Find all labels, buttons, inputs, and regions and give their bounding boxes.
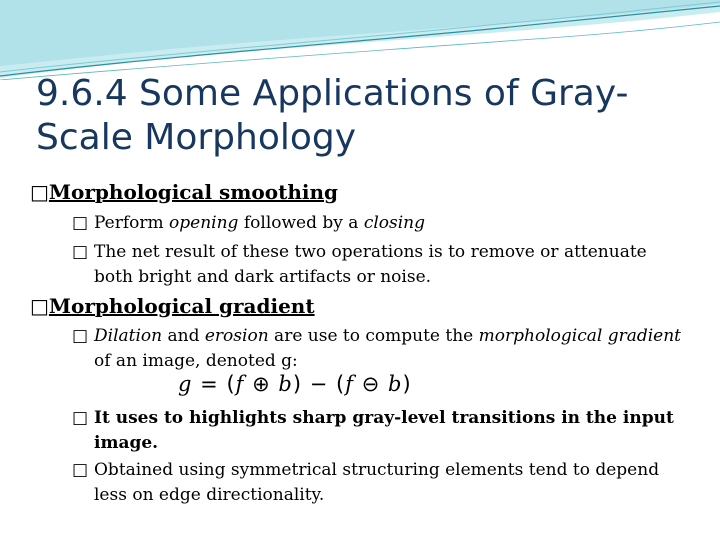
heading-text: Morphological gradient: [48, 294, 315, 318]
bullet-glyph: □: [72, 408, 89, 428]
formula-close-paren-2: ): [402, 372, 412, 396]
formula-open-paren: (: [226, 372, 236, 396]
formula-lhs: g: [178, 372, 193, 396]
formula-b1: b: [278, 372, 293, 396]
bullet-glyph: □: [72, 326, 89, 346]
formula-equals: =: [200, 372, 219, 396]
italic-term: opening: [169, 213, 239, 233]
formula-f1: f: [235, 372, 245, 396]
bullet-glyph: □: [72, 460, 89, 480]
slide-title: 9.6.4 Some Applications of Gray-Scale Morphology: [36, 73, 629, 158]
section-heading-smoothing: [30, 180, 690, 204]
italic-term: closing: [363, 213, 426, 233]
list-item: □ The net result of these two operations is to remove or attenuate both bright and dark artifacts or noise.: [72, 242, 647, 287]
italic-term: erosion: [204, 326, 269, 346]
italic-term: morphological gradient: [478, 326, 681, 346]
dilation-symbol: ⊕: [252, 372, 271, 396]
list-item: □ Dilation and erosion are use to compute the morphological gradient of an image, denoted g:: [72, 326, 681, 371]
formula-close-paren: ): [292, 372, 303, 396]
heading-text: Morphological smoothing: [48, 180, 339, 204]
bullet-glyph: □: [72, 213, 89, 233]
formula-b2: b: [388, 372, 403, 396]
header-wave-decoration: [0, 0, 720, 80]
bullet-glyph: □: [30, 294, 49, 318]
formula-f2: f: [345, 372, 355, 396]
bold-text: It uses to highlights sharp gray-level transitions in the input image.: [94, 408, 674, 453]
section-heading-gradient: [30, 294, 690, 318]
list-item: [72, 406, 684, 456]
bullet-glyph: □: [72, 242, 89, 262]
gradient-formula: [178, 372, 412, 396]
italic-term: Dilation: [94, 326, 163, 346]
erosion-symbol: ⊖: [361, 372, 381, 396]
list-item: □ Perform opening followed by a closing: [72, 211, 684, 236]
formula-open-paren-2: (: [336, 372, 346, 396]
formula-minus: −: [309, 372, 329, 396]
bullet-glyph: □: [30, 180, 49, 204]
list-item: □ Obtained using symmetrical structuring elements tend to depend less on edge directionality.: [72, 460, 660, 505]
